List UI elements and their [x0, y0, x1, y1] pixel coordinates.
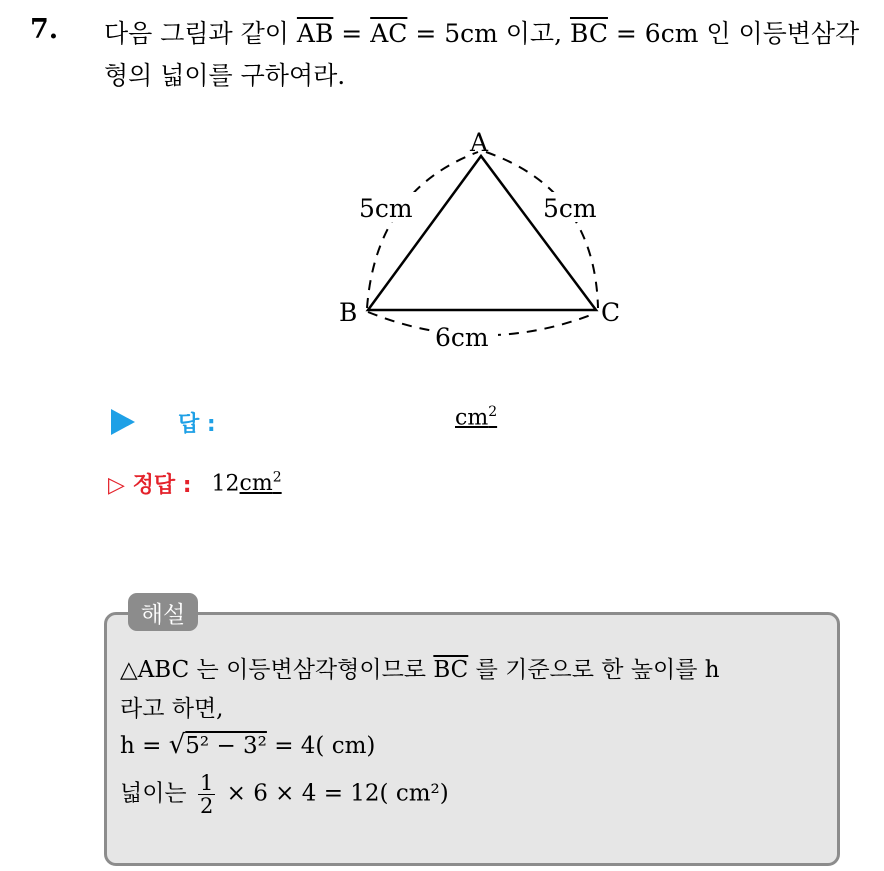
explanation-text: 넓이는	[120, 780, 194, 807]
triangle-abc	[368, 156, 596, 310]
fraction	[198, 772, 215, 817]
sqrt-expression	[169, 730, 267, 760]
segment-ac: $\overline{AC}$	[370, 19, 408, 48]
side-bc-label: 6cm	[435, 323, 489, 352]
correct-value-number: 12	[211, 471, 240, 497]
question-text-part: =	[333, 19, 371, 48]
answer-unit-exponent: 2	[488, 404, 498, 420]
vertex-a-label: A	[470, 128, 489, 157]
correct-answer-row	[108, 466, 282, 500]
sqrt-icon: √	[168, 730, 186, 760]
arc-ac-dashed	[486, 152, 598, 308]
explanation-line-2: 라고 하면,	[120, 696, 224, 722]
correct-answer-label: ▷ 정답 :	[108, 472, 192, 498]
answer-row	[108, 405, 216, 439]
answer-unit	[455, 404, 497, 430]
explanation-text: h =	[120, 733, 169, 759]
question-number: 7.	[30, 14, 59, 45]
vertex-c-label: C	[601, 298, 621, 327]
answer-label: 답 :	[178, 411, 216, 437]
explanation-text: × 6 × 4 = 12( cm²)	[219, 780, 449, 807]
triangle-figure	[0, 0, 884, 400]
correct-answer-value	[212, 470, 282, 496]
sqrt-radicand: 5² − 3²	[185, 733, 267, 759]
answer-arrow-icon	[108, 407, 138, 437]
correct-unit-exponent: 2	[272, 469, 282, 486]
arc-ab-dashed	[367, 152, 478, 308]
question-text-part: 다음 그림과 같이	[104, 19, 297, 48]
explanation-line-4	[120, 772, 449, 817]
side-ab-label: 5cm	[359, 194, 413, 223]
question-text-part: = 5cm 이고,	[407, 19, 570, 48]
explanation-text: = 4( cm)	[266, 733, 376, 759]
explanation-segment-bc: $\overline{BC}$	[433, 657, 469, 683]
explanation-line-3	[120, 730, 375, 760]
fraction-numerator: 1	[199, 771, 214, 795]
segment-bc: $\overline{BC}$	[569, 19, 608, 48]
correct-unit-text: cm	[239, 471, 273, 497]
explanation-text: △ABC 는 이등변삼각형이므로	[120, 657, 434, 683]
answer-unit-text: cm	[455, 405, 489, 431]
question-line-2: 형의 넓이를 구하여라.	[104, 61, 346, 90]
correct-value-unit	[240, 471, 282, 496]
fraction-denominator: 2	[199, 794, 214, 819]
explanation-tag: 해설	[128, 593, 198, 631]
vertex-b-label: B	[339, 298, 358, 327]
question-text-part: = 6cm 인 이등변삼각	[607, 19, 860, 48]
side-ac-label: 5cm	[543, 194, 597, 223]
explanation-text: 를 기준으로 한 높이를 h	[468, 657, 720, 683]
explanation-line-1	[120, 651, 720, 684]
segment-ab: $\overline{AB}$	[296, 19, 334, 48]
